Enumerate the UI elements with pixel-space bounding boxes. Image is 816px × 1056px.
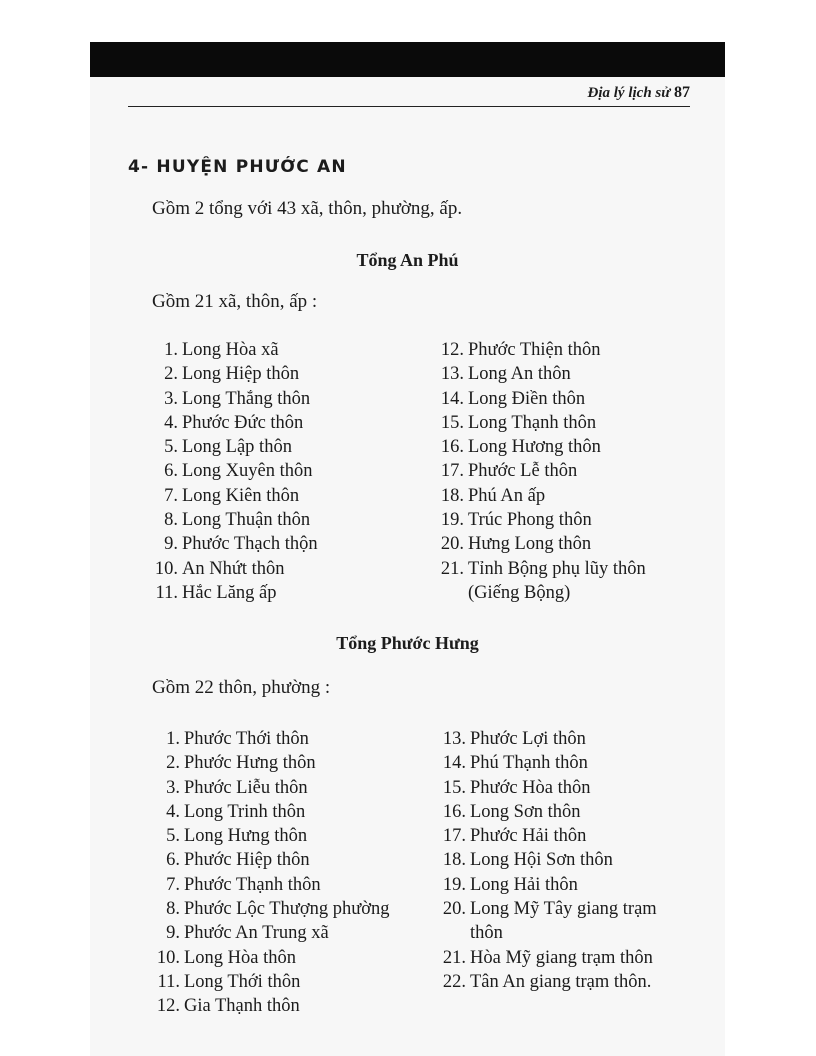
list-item [150,727,390,751]
list-item [434,387,646,411]
item-text: Phú An ấp [468,485,546,506]
item-text: Phước Hưng thôn [184,753,316,774]
item-text: Long Sơn thôn [470,801,581,822]
item-number: 13. [442,729,466,749]
list-item [436,848,657,872]
item-number: 21. [442,947,466,968]
list-item [434,435,646,459]
item-text: Long Lập thôn [182,437,292,458]
list-item [148,411,318,435]
item-number: 9. [166,923,180,944]
item-number: 11. [155,582,178,603]
item-text: Long Hưng thôn [184,826,308,847]
item-text: Phước Thiện thôn [468,340,601,360]
item-text: An Nhứt thôn [182,558,285,579]
list-item [148,581,318,605]
list-item [434,338,646,362]
list-item [434,459,646,483]
item-number: 2. [164,364,178,385]
list-item [148,532,318,556]
item-number: 12. [440,340,464,360]
list-item [436,970,657,994]
item-text: Hưng Long thôn [468,534,592,555]
section-title: 4- HUYỆN PHƯỚC AN [128,157,347,177]
list-item [148,459,318,483]
list-item [434,484,646,508]
list-item [150,824,390,848]
item-text: Phước Lợi thôn [470,729,586,749]
list-item [436,824,657,848]
item-number: 16. [442,801,466,822]
item-text: Phước Thạch thộn [182,534,318,555]
list-item [150,897,390,921]
item-number: 17. [440,461,464,482]
item-number: 16. [440,437,464,458]
item-text: Long An thôn [468,364,571,385]
item-text: Phước An Trung xã [184,923,329,944]
list-item [148,338,318,362]
list-item [436,776,657,800]
item-text: Tỉnh Bộng phụ lũy thôn [468,558,646,579]
subheading-tong-an-phu: Tổng An Phú [356,250,459,270]
item-text: Long Hội Sơn thôn [470,850,613,871]
list-item [436,800,657,824]
list-item [150,776,390,800]
tong-phuoc-hung-list-left [150,727,390,1019]
scan-top-bar [90,42,725,77]
item-number: 5. [164,437,178,458]
item-number: 4. [166,801,180,822]
item-number: 19. [442,874,466,895]
tong-an-phu-list-left [148,338,318,605]
item-number: 1. [166,729,180,749]
list-item [150,946,390,970]
item-text: Trúc Phong thôn [468,510,592,531]
item-text: Phước Liễu thôn [184,777,308,798]
item-number: 20. [440,534,464,555]
subheading-tong-phuoc-hung: Tổng Phước Hưng [336,633,479,653]
item-text: Hòa Mỹ giang trạm thôn [470,947,653,968]
item-text: Phước Lộc Thượng phường [184,899,390,920]
tong-an-phu-list-right [434,338,646,605]
item-number: 6. [166,850,180,871]
list-item [436,946,657,970]
tong-phuoc-hung-intro: Gồm 22 thôn, phường : [152,677,331,698]
item-text: Phước Đức thôn [182,412,304,433]
list-item [150,751,390,775]
list-item [148,508,318,532]
list-item [434,362,646,386]
item-number: 21. [440,558,464,579]
item-text: Long Kiên thôn [182,485,300,506]
tong-an-phu-intro: Gồm 21 xã, thôn, ấp : [152,291,318,312]
item-number: 19. [440,510,464,531]
item-number: 7. [166,874,180,895]
item-text: Long Hòa thôn [184,947,297,968]
list-item [148,557,318,581]
item-number: 12. [156,996,180,1017]
item-number: 2. [166,753,180,774]
item-number: 10. [154,558,178,579]
header-rule [128,106,690,107]
list-item [436,751,657,775]
item-text: Phước Lễ thôn [468,461,578,482]
item-text: Long Thuận thôn [182,510,311,531]
list-item [434,508,646,532]
item-text: Phước Thạnh thôn [184,874,321,895]
item-text: Long Trinh thôn [184,801,306,822]
item-text: thôn [470,923,503,944]
list-item [148,435,318,459]
section-intro: Gồm 2 tổng với 43 xã, thôn, phường, ấp. [152,198,463,219]
list-item [148,387,318,411]
list-item [148,484,318,508]
item-text: Phước Hải thôn [470,826,587,847]
list-item [150,994,390,1018]
list-item [150,800,390,824]
item-text: (Giếng Bộng) [468,582,571,603]
item-text: Long Thắng thôn [182,388,311,409]
list-item [148,362,318,386]
item-number: 9. [164,534,178,555]
list-item [150,848,390,872]
item-number: 4. [164,412,178,433]
list-item [150,873,390,897]
list-item [434,557,646,581]
item-text: Long Điền thôn [468,388,586,409]
item-text: Long Hương thôn [468,437,601,458]
list-item [150,921,390,945]
item-number: 15. [440,412,464,433]
item-text: Long Thới thôn [184,971,301,992]
list-item-continuation [434,581,646,605]
item-text: Hắc Lăng ấp [182,582,277,603]
list-item [436,727,657,751]
item-number: 20. [442,899,466,920]
item-number: 5. [166,826,180,847]
item-text: Gia Thạnh thôn [184,996,300,1017]
list-item [434,411,646,435]
list-item [434,532,646,556]
item-number: 11. [157,971,180,992]
item-text: Long Hải thôn [470,874,578,895]
list-item-continuation [436,921,657,945]
running-header [128,84,690,102]
item-text: Phước Hòa thôn [470,777,591,798]
item-number: 14. [440,388,464,409]
item-text: Tân An giang trạm thôn. [470,971,652,992]
item-number: 8. [164,510,178,531]
running-title: Địa lý lịch sử [587,85,671,101]
item-text: Long Thạnh thôn [468,412,597,433]
item-number: 18. [442,850,466,871]
item-number: 7. [164,485,178,506]
item-number: 17. [442,826,466,847]
list-item [436,873,657,897]
list-item [436,897,657,921]
item-number: 3. [166,777,180,798]
list-item [150,970,390,994]
item-number: 3. [164,388,178,409]
item-text: Long Hiệp thôn [182,364,300,385]
item-text: Long Xuyên thôn [182,461,313,482]
item-text: Phú Thạnh thôn [470,753,588,774]
item-text: Phước Thới thôn [184,729,309,749]
item-number: 13. [440,364,464,385]
page-number: 87 [674,84,690,101]
item-number: 10. [156,947,180,968]
item-number: 14. [442,753,466,774]
item-number: 8. [166,899,180,920]
item-text: Long Hòa xã [182,340,279,360]
item-number: 6. [164,461,178,482]
item-text: Phước Hiệp thôn [184,850,310,871]
item-number: 18. [440,485,464,506]
item-text: Long Mỹ Tây giang trạm [470,899,657,920]
tong-phuoc-hung-list-right [436,727,657,994]
item-number: 15. [442,777,466,798]
item-number: 22. [442,971,466,992]
item-number: 1. [164,340,178,360]
